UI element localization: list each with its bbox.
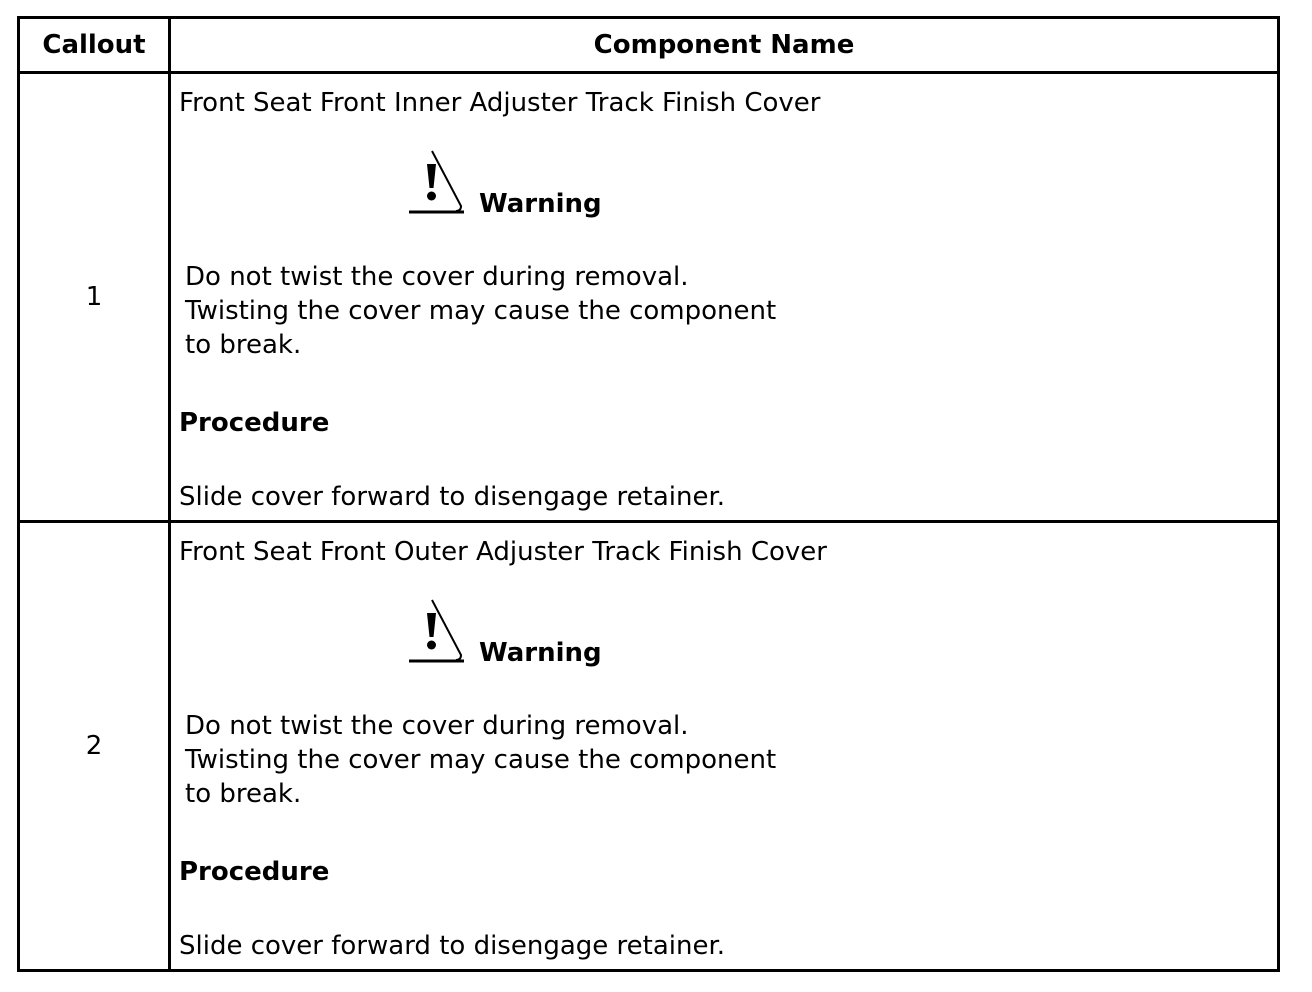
procedure-heading: Procedure bbox=[179, 857, 330, 887]
warning-line: to break. bbox=[185, 330, 302, 360]
callout-number: 2 bbox=[19, 522, 170, 971]
warning-line: to break. bbox=[185, 779, 302, 809]
table-row bbox=[19, 522, 1279, 971]
procedure-text: Slide cover forward to disengage retainer. bbox=[179, 482, 726, 512]
component-cell bbox=[170, 522, 1279, 971]
component-name: Front Seat Front Inner Adjuster Track Finish Cover bbox=[179, 88, 821, 118]
warning-message bbox=[185, 709, 776, 811]
procedure-heading: Procedure bbox=[179, 408, 330, 438]
warning-label: Warning bbox=[479, 189, 602, 219]
header-callout: Callout bbox=[19, 18, 170, 73]
header-component-name: Component Name bbox=[170, 18, 1279, 73]
component-cell bbox=[170, 73, 1279, 522]
warning-message bbox=[185, 260, 776, 362]
warning-block bbox=[409, 150, 669, 220]
warning-label: Warning bbox=[479, 638, 602, 668]
warning-triangle-icon bbox=[409, 599, 467, 665]
callout-number: 1 bbox=[19, 73, 170, 522]
component-table bbox=[17, 16, 1280, 972]
warning-triangle-icon bbox=[409, 150, 467, 216]
warning-line: Twisting the cover may cause the component bbox=[185, 745, 777, 775]
table-header-row bbox=[19, 18, 1279, 73]
component-name: Front Seat Front Outer Adjuster Track Finish Cover bbox=[179, 537, 827, 567]
table-row bbox=[19, 73, 1279, 522]
warning-line: Do not twist the cover during removal. bbox=[185, 711, 689, 741]
procedure-text: Slide cover forward to disengage retainer. bbox=[179, 931, 726, 961]
warning-line: Twisting the cover may cause the component bbox=[185, 296, 777, 326]
warning-line: Do not twist the cover during removal. bbox=[185, 262, 689, 292]
warning-block bbox=[409, 599, 669, 669]
